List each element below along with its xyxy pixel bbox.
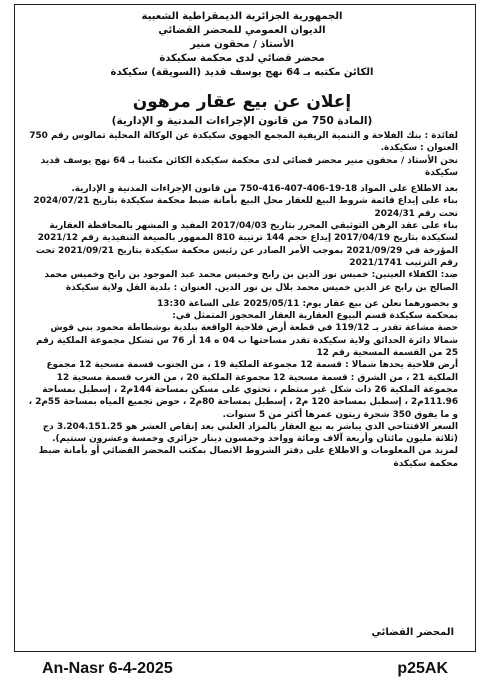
beneficiary-paragraph: لفائدة : بنك الفلاحة و التنمية الريفية المجمع الجهوي سكيكدة عن الوكالة المحلية تمالوس رقم 750	[29, 131, 458, 141]
sale-date-paragraph: و بحضورهما نعلن عن بيع عقار يوم: 2025/05/11 على الساعة 13:30	[157, 298, 458, 309]
mortgage-paragraph: بناء على عقد الرهن التوثيقي المحرر بتاريخ 2017/04/03 المقيد و المشهر بالمحافظة العقارية لسكيكدة بتاريخ 2017/04/19 إيداع حجم 144 ترتيبة 810 الممهور بالصيغة التنفيذية رقم 2021/12 المؤرخة في 2021/09/29 بموجب الأمر الصادر عن رئيس محكمة سكيكدة بتاريخ 2021/09/21 تحت رقم الترتيب 2021/1741	[35, 221, 458, 268]
beneficiary-address: العنوان : سكيكدة.	[380, 143, 458, 154]
legal-articles-paragraph: بعد الاطلاع على المواد 18-19-406-407-416-750 من قانون الإجراءات المدنية و الإدارية.	[71, 184, 458, 195]
contact-paragraph: لمزيد من المعلومات و الاطلاع على دفتر الشروط الاتصال بمكتب المحضر القضائي أو بأمانة ضبط محكمة سكيكدة	[38, 446, 458, 469]
page-title: إعلان عن بيع عقار مرهون	[132, 92, 352, 112]
announcement-body	[22, 130, 462, 470]
property-boundaries: أرض فلاحية يحدها شمالا : قسمة 12 مجموعة الملكية 19 ، من الجنوب قسمة مسحية 12 مجموع الملكية 21 ، من الشرق : قسمة مسحية 12 مجموعة الملكية 20 ، من الغرب قسمة مسحية 12 مجموعة الملكية 26 ذات شكل غير منتظم ، تحتوي على مسكن بمساحة 144م2 ، إسطبل بمساحة 111.96م2 ، إسطبل بمساحة 120 م2 ، إسطبل بمساحة 80م2 ، حوض تجميع المياه بمساحة 55م2 ، و ما يفوق 350 شجرة زيتون عمرها أكثر من 5 سنوات.	[28, 360, 458, 420]
office-line: الديوان العمومي للمحضر القضائي	[158, 25, 326, 36]
signature-label: المحضر القضائي	[371, 627, 454, 638]
property-description: حصة مشاعة تقدر بـ 119/12 في قطعة أرض فلاحية الواقعة ببلدية بوشطاطة محمود بني قوش شمالا دائرة الحدائق ولاية سكيكدة تقدر مساحتها ب 04 ه 14 أر 76 س تشكل مجموعة الملكية رقم 25 من القسمة المسحية رقم 12	[36, 323, 458, 359]
republic-line: الجمهورية الجزائرية الديمقراطية الشعبية	[141, 11, 343, 22]
bailiff-paragraph: نحن الأستاذ / محقون منير محضر قضائي لدى محكمة سكيكدة الكائن مكتبنا بـ 64 نهج يوسف قديد سكيكدة	[40, 155, 458, 178]
legal-reference: (المادة 750 من قانون الإجراءات المدنية و الإدارية)	[111, 115, 373, 127]
newspaper-date: An-Nasr 6-4-2025	[42, 660, 173, 677]
reference-code: p25AK	[397, 660, 448, 677]
court-line: محضر قضائي لدى محكمة سكيكدة	[159, 53, 325, 64]
address-line: الكائن مكتبه بـ 64 نهج يوسف قديد (السويقة) سكيكدة	[110, 67, 374, 78]
defendants-paragraph: ضد: الكفلاء العينين: خميس نور الدين بن رابح وخميس محمد عبد الموجود بن رابح وخميس محمد الصالح بن رابح عز الدين خميس محمد بلال بن نور الدين. العنوان : بلدية القل ولاية سكيكدة	[44, 270, 458, 293]
property-intro: بمحكمة سكيكدة قسم البيوع العقارية العقار المحجوز المتمثل في:	[172, 311, 458, 322]
deposit-paragraph: بناء على إيداع قائمة شروط البيع للعقار محل البيع بأمانة ضبط محكمة سكيكدة بتاريخ 2024/07/21 تحت رقم 2024/31	[33, 196, 458, 219]
footer-bar	[0, 653, 484, 685]
office-header	[22, 10, 462, 80]
opening-price-paragraph: السعر الافتتاحي الذي يباشر به بيع العقار بالمزاد العلني بعد إنقاص العشر هو 3.204.151.25 دج (ثلاثة مليون مائتان وأربعة آلاف ومائة وواحد وخمسون دينار جزائري وخمسة وعشرون سنتيم).	[42, 421, 458, 445]
bailiff-name: الأستاذ / محقون منير	[190, 39, 294, 50]
